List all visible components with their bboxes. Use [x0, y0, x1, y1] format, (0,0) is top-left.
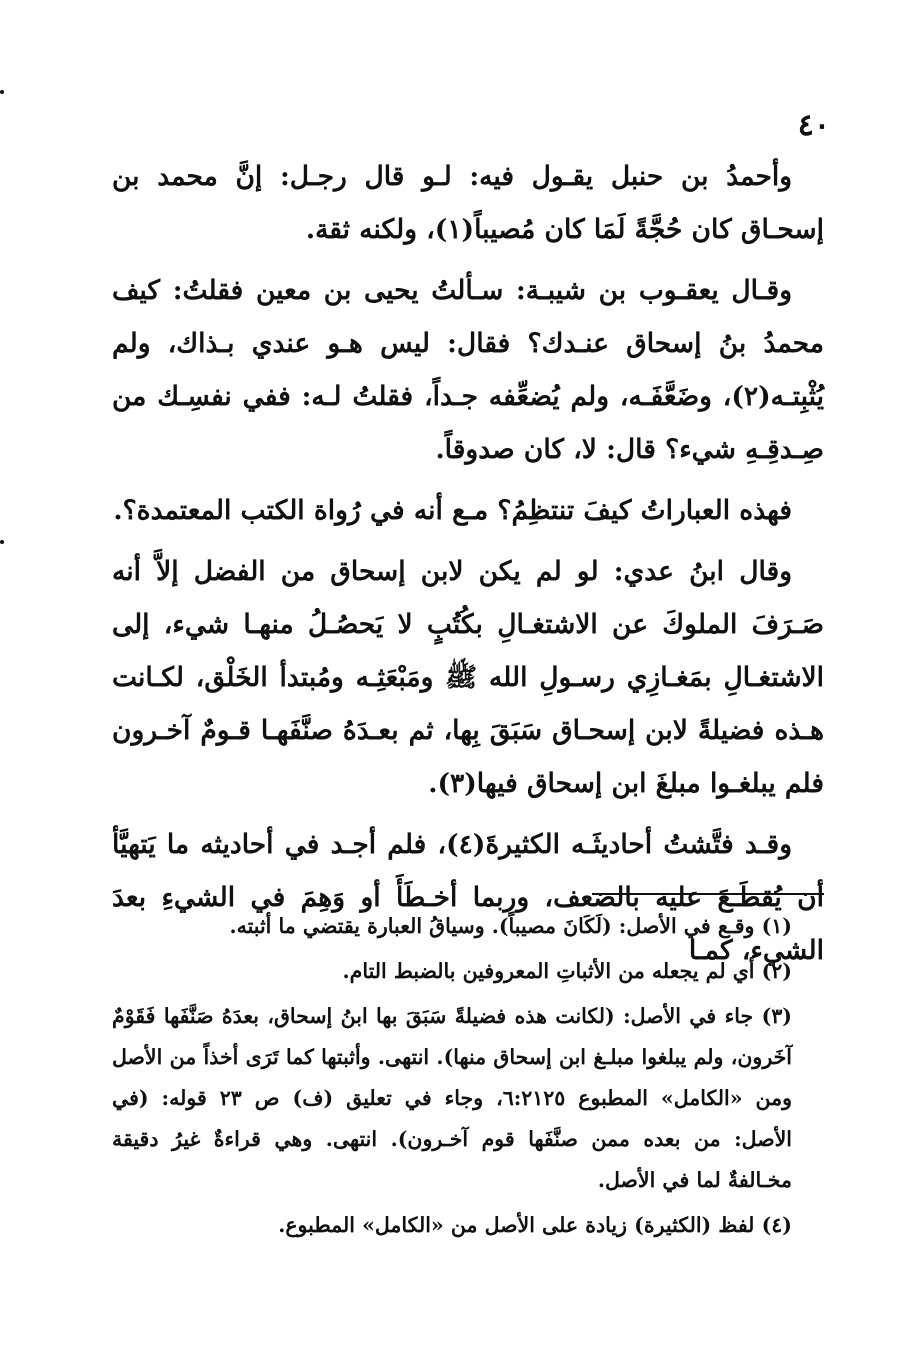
footnote-separator [592, 893, 824, 895]
footnote: (١) وقـع في الأصل: (لَكَانَ مصيباً). وسياقُ العبارة يقتضي ما أثبته. [229, 914, 792, 938]
scan-edge-mark [0, 540, 4, 544]
footnote: (٣) جاء في الأصل: (لكانت هذه فضيلةً سَبَقَ بها ابنُ إسحاق، بعدَهُ صَنَّفَها فَقَوْمٌ آخَرون، ولم يبلغوا مبلـغ ابن إسحاق منها). انتهى. وأثبتها كما تَرَى أخذاً من الأصل ومن «الكامل» المطبوع ٦:٢١٢٥، وجاء في تعليق (ف) ص ٢٣ قوله: (في الأصل: من بعده ممن صنَّفَها قوم آخـرون). انتهى. وهي قراءةٌ غيرُ دقيقة مخـالفةٌ لما في الأصل. [112, 1004, 792, 1192]
footnote: (٤) لفظ (الكثيرة) زيادة على الأصل من «الكامل» المطبوع. [278, 1213, 792, 1237]
scan-edge-mark [0, 90, 4, 94]
paragraph: فهذه العباراتُ كيفَ تنتظِمُ؟ مـع أنه في رُواة الكتب المعتمدة؟. [113, 495, 792, 526]
page-number: ٤٠ [797, 108, 830, 143]
paragraph: وقـد فتَّشتُ أحاديثَـه الكثيرةَ(٤)، فلم أجـد في أحاديثه ما يَتهيَّأ أن يُقطَـعَ عليه بالضعف، وربما أخـطَأَ أو وَهِمَ في الشيءِ بعدَ الشيء، كمـا [112, 829, 824, 966]
footnote: (٢) أي لم يجعله من الأثباتِ المعروفين بالضبط التام. [342, 959, 792, 983]
footnotes [112, 906, 824, 1250]
paragraph: وقال ابنُ عدي: لو لم يكن لابن إسحاق من الفضل إلاَّ أنه صَـرَفَ الملوكَ عن الاشتغـالِ بكُتُبٍ لا يَحصُـلُ منهـا شيء، إلى الاشتغـالِ بمَغـازِي رسـولِ الله ﷺ ومَبْعَثِـه ومُبتدأ الخَلْق، لكـانت هـذه فضيلةً لابن إسحـاق سَبَقَ بِها، ثم بعـدَهُ صنَّفَهـا قـومٌ آخـرون فلم يبلغـوا مبلغَ ابن إسحاق فيها(٣). [112, 556, 824, 799]
paragraph: وقـال يعقـوب بن شيبـة: سـألتُ يحيى بن معين فقلتُ: كيف محمدُ بنُ إسحاق عنـدك؟ فقال: ليس هـو عندي بـذاك، ولم يُثْبِتـه(٢)، وضَعَّفَـه، ولم يُضعِّفه جـداً، فقلتُ لـه: ففي نفسِـك من صِـدقِـهِ شيء؟ قال: لا، كان صدوقاً. [112, 275, 824, 465]
paragraph: وأحمدُ بن حنبل يقـول فيه: لـو قال رجـل: إنَّ محمد بن إسحـاق كان حُجَّةً لَمَا كان مُصيباً(١)، ولكنه ثقة. [112, 161, 824, 245]
main-text [112, 150, 824, 985]
